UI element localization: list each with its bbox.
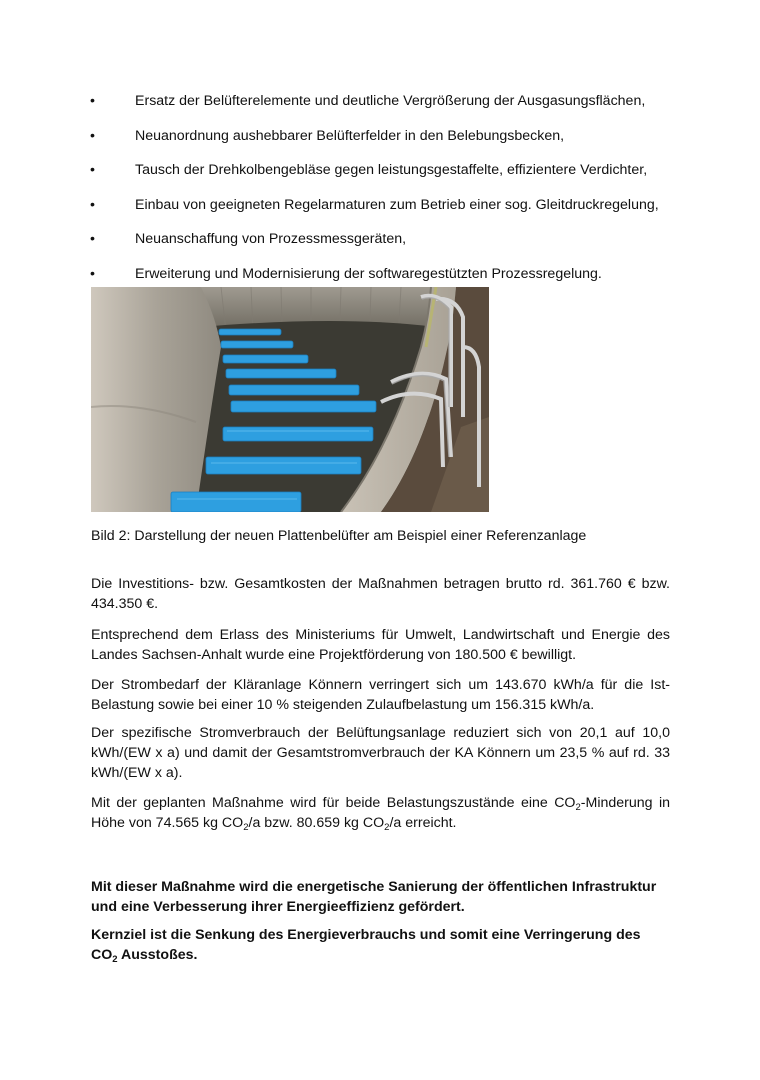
aeration-tank-photo	[91, 287, 489, 512]
paragraph-specific-consumption: Der spezifische Stromverbrauch der Belüftungsanlage reduziert sich von 20,1 auf 10,0 kWh/(EW x a) und damit der Gesamtstromverbrauch der KA Könnern um 23,5 % auf rd. 33 kWh/(EW x a).	[91, 725, 670, 781]
list-item	[90, 127, 690, 145]
paragraph-power-demand: Der Strombedarf der Kläranlage Könnern verringert sich um 143.670 kWh/a für die Ist-Belastung sowie bei einer 10 % steigenden Zulaufbelastung um 156.315 kWh/a.	[91, 677, 670, 713]
list-item-text: Erweiterung und Modernisierung der softwaregestützten Prozessregelung.	[135, 265, 602, 282]
bullet-icon: •	[90, 265, 95, 282]
bullet-icon: •	[90, 162, 95, 179]
list-item	[90, 161, 690, 179]
bullet-icon: •	[90, 93, 95, 109]
bullet-icon: •	[90, 231, 95, 248]
list-item-text: Einbau von geeigneten Regelarmaturen zum Betrieb einer sog. Gleitdruckregelung,	[135, 196, 659, 213]
bullet-icon: •	[90, 127, 95, 144]
paragraph-co2-reduction: Mit der geplanten Maßnahme wird für beide Belastungszustände eine $CO_2$-Minderung in Höhe von 74.565 kg $CO_2/a$ bzw. 80.659 kg $CO_2/a$ erreicht.	[91, 795, 671, 833]
list-item-text: Neuanschaffung von Prozessmessgeräten,	[135, 231, 407, 248]
list-item	[90, 230, 690, 248]
paragraph-funding: Entsprechend dem Erlass des Ministeriums für Umwelt, Landwirtschaft und Energie des Landes Sachsen-Anhalt wurde eine Projektförderung von 180.500 € bewilligt.	[91, 627, 670, 663]
summary-statement: Mit dieser Maßnahme wird die energetische Sanierung der öffentlichen Infrastruktur und eine Verbesserung ihrer Energieeffizienz gefördert.	[91, 879, 657, 915]
list-item	[90, 92, 690, 110]
measures-list	[90, 92, 690, 300]
bullet-icon: •	[90, 196, 95, 213]
core-goal-statement: Kernziel ist die Senkung des Energieverbrauchs und somit eine Verringerung des $CO_2$ Ausstoßes.	[91, 927, 641, 965]
paragraph-costs: Die Investitions- bzw. Gesamtkosten der Maßnahmen betragen brutto rd. 361.760 € bzw. 434.350 €.	[91, 576, 670, 612]
list-item-text: Ersatz der Belüfterelemente und deutliche Vergrößerung der Ausgasungsflächen,	[135, 93, 646, 109]
list-item	[90, 265, 690, 283]
list-item-text: Neuanordnung aushebbarer Belüfterfelder in den Belebungsbecken,	[135, 127, 565, 144]
aeration-tank-illustration	[91, 287, 489, 512]
figure-caption: Bild 2: Darstellung der neuen Plattenbelüfter am Beispiel einer Referenzanlage	[91, 528, 587, 544]
list-item	[90, 196, 690, 214]
list-item-text: Tausch der Drehkolbengebläse gegen leistungsgestaffelte, effizientere Verdichter,	[135, 162, 648, 179]
